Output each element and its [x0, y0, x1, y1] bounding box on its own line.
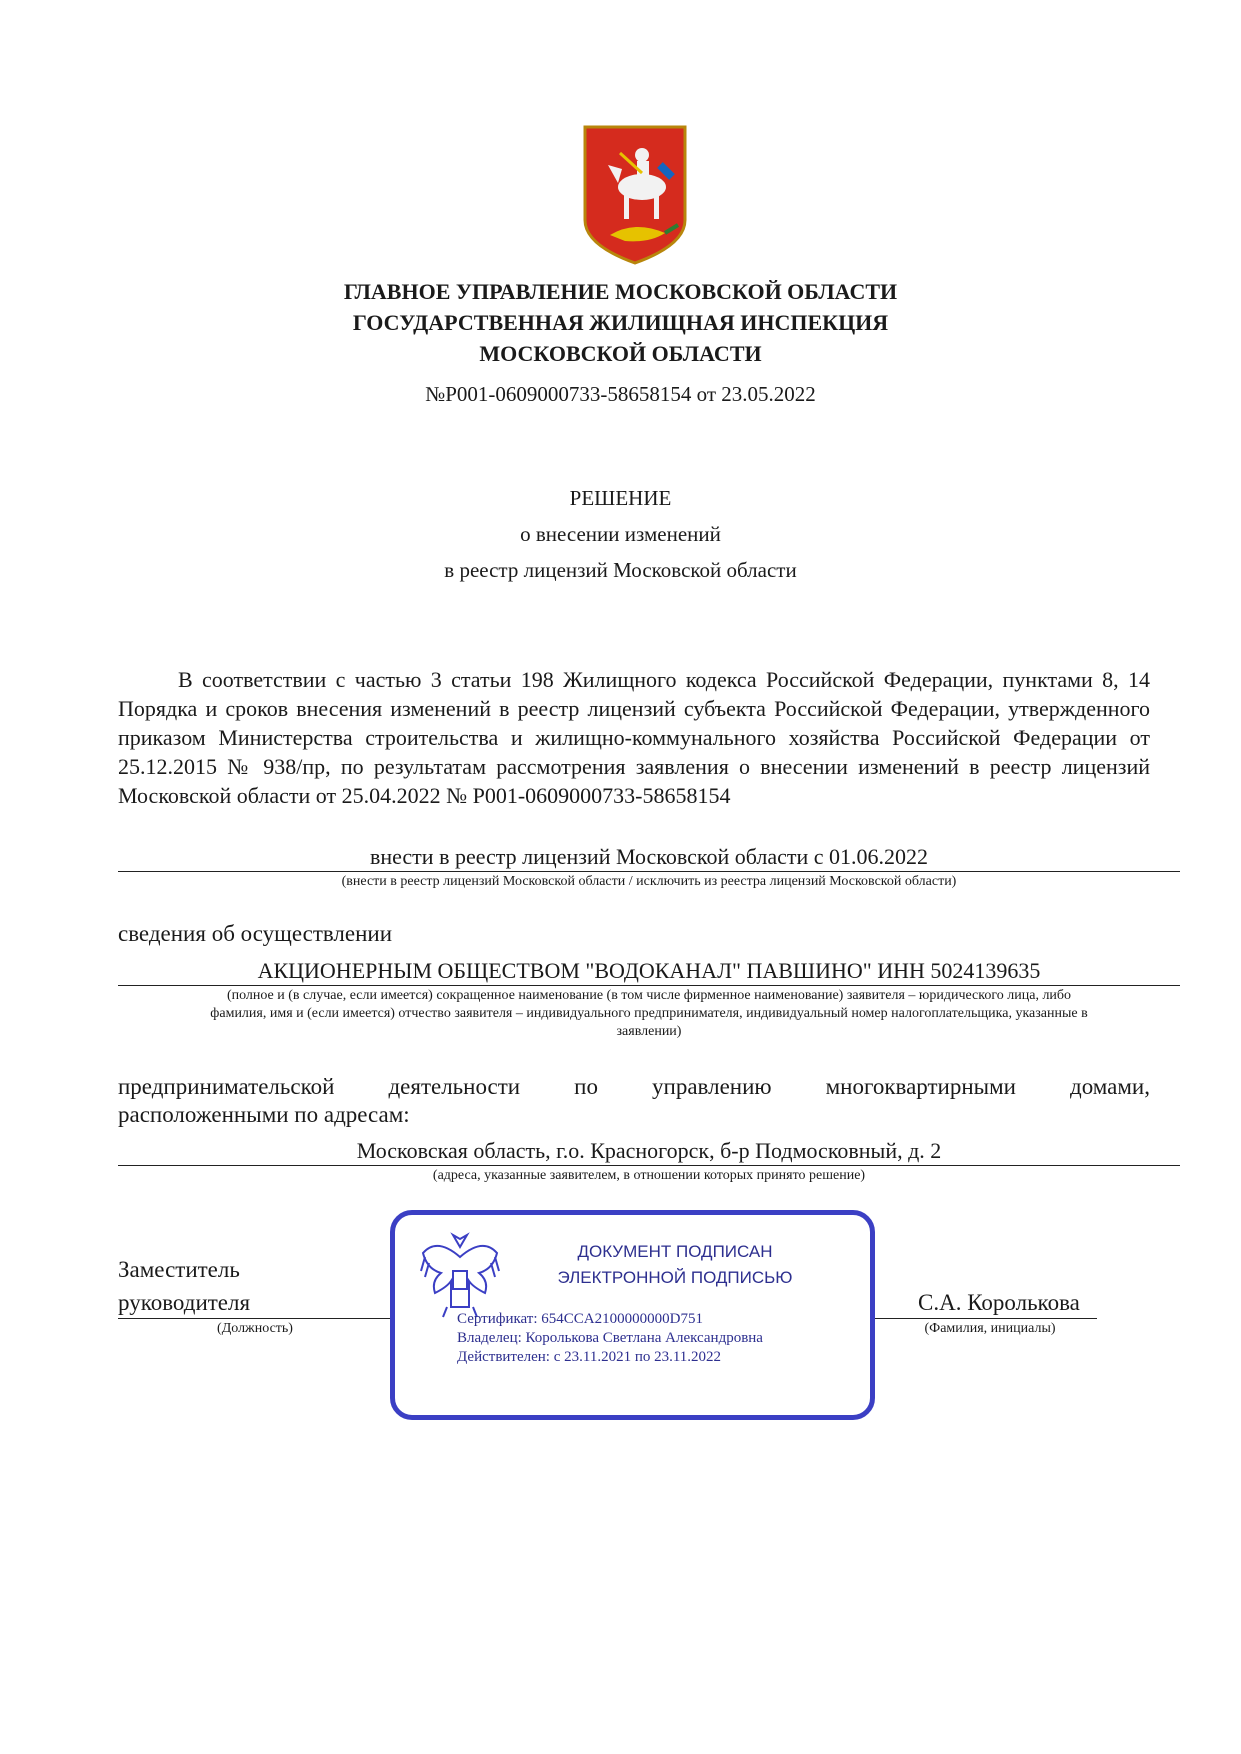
electronic-signature-stamp: [390, 1210, 875, 1420]
company-hint-1: (полное и (в случае, если имеется) сокращенное наименование (в том числе фирменное наименование) заявителя – юридического лица, либо: [226, 988, 1072, 1003]
org-name-line-2: ГОСУДАРСТВЕННАЯ ЖИЛИЩНАЯ ИНСПЕКЦИЯ: [352, 310, 889, 335]
name-underline: [875, 1318, 1097, 1319]
document-subtitle-1: о внесении изменений: [520, 522, 721, 546]
activity-text: предпринимательской деятельности по управлению многоквартирными домами,: [118, 1074, 1150, 1099]
position-hint: (Должность): [217, 1321, 293, 1336]
position-underline: [118, 1318, 398, 1319]
stamp-owner: Владелец: Королькова Светлана Александровна: [457, 1330, 763, 1346]
company-underline: [118, 985, 1180, 986]
signer-position-2: руководителя: [118, 1290, 251, 1315]
document-title: РЕШЕНИЕ: [569, 486, 672, 510]
company-hint-2: фамилия, имя и (если имеется) отчество заявителя – индивидуального предпринимателя, индивидуальный номер налогоплательщика, указанные в: [210, 1006, 1088, 1021]
stamp-title-1: ДОКУМЕНТ ПОДПИСАН: [577, 1242, 773, 1261]
company-name: АКЦИОНЕРНЫМ ОБЩЕСТВОМ "ВОДОКАНАЛ" ПАВШИНО" ИНН 5024139635: [257, 958, 1041, 983]
org-name-line-1: ГЛАВНОЕ УПРАВЛЕНИЕ МОСКОВСКОЙ ОБЛАСТИ: [343, 279, 898, 304]
moscow-oblast-coat-of-arms-icon: [580, 125, 690, 265]
address-underline: [118, 1165, 1180, 1166]
address-hint: (адреса, указанные заявителем, в отношении которых принято решение): [432, 1168, 866, 1183]
body-paragraph: В соответствии с частью 3 статьи 198 Жилищного кодекса Российской Федерации, пунктами 8, 14 Порядка и сроков внесения изменений в реестр лицензий субъекта Российской Федерации, утвержденного приказом Министерства строительства и жилищно-коммунального хозяйства Российской Федерации от 25.12.2015 № 938/пр, по результатам рассмотрения заявления о внесении изменений в реестр лицензий Московской области от 25.04.2022 № Р001-0609000733-58658154: [118, 667, 1150, 808]
document-subtitle-2: в реестр лицензий Московской области: [444, 558, 797, 582]
stamp-validity: Действителен: с 23.11.2021 по 23.11.2022: [457, 1349, 722, 1365]
signer-name: С.А. Королькова: [918, 1290, 1080, 1315]
org-name-line-3: МОСКОВСКОЙ ОБЛАСТИ: [479, 341, 762, 366]
decision-hint: (внести в реестр лицензий Московской области / исключить из реестра лицензий Московской области): [341, 874, 957, 889]
decision-text: внести в реестр лицензий Московской области с 01.06.2022: [369, 844, 929, 869]
signer-position-1: Заместитель: [118, 1257, 240, 1282]
document-number: №Р001-0609000733-58658154 от 23.05.2022: [425, 382, 816, 406]
name-hint: (Фамилия, инициалы): [924, 1321, 1056, 1336]
decision-underline: [118, 871, 1180, 872]
stamp-title-2: ЭЛЕКТРОННОЙ ПОДПИСЬЮ: [557, 1268, 793, 1287]
activity-text-2: расположенными по адресам:: [118, 1102, 410, 1127]
address-text: Московская область, г.о. Красногорск, б-р Подмосковный, д. 2: [356, 1138, 942, 1163]
company-hint-3: заявлении): [616, 1024, 682, 1039]
stamp-certificate: Сертификат: 654CCA2100000000D751: [457, 1311, 703, 1327]
info-label: сведения об осуществлении: [118, 921, 393, 946]
